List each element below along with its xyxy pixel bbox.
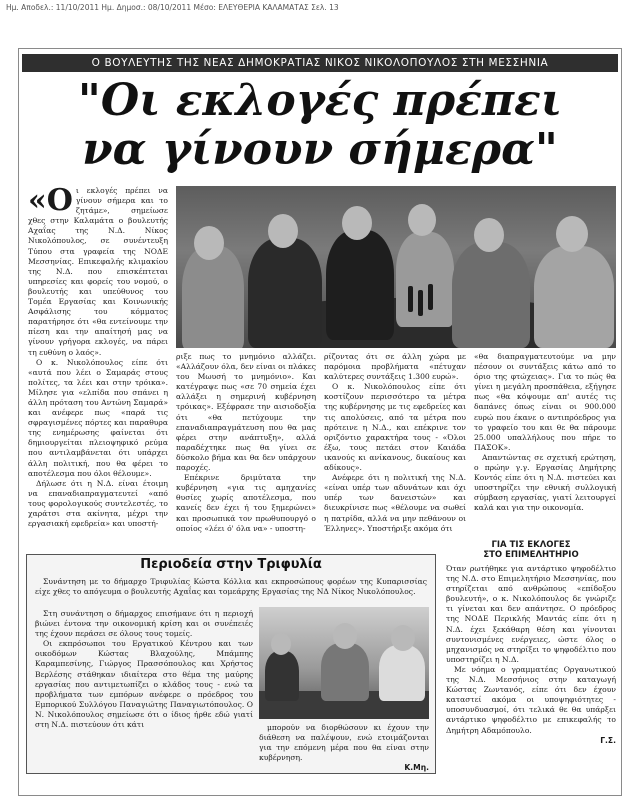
meeting-photo xyxy=(259,607,429,719)
paragraph: ριξε πως το μνημόνιο αλλάζει. «Αλλάζουν όλα, δεν είναι οι πλάκες του Μωυσή το μνημόνιο». Και κατέγραψε πως «σε 70 σημεία έχει αλλάξει η σημερινή κυβέρνηση τρόικας». Εξέφρασε την αισιοδοξία ότι «θα πετύχουμε την επαναδιαπραγμάτευση που θα μας φέρει στην ανάπτυξη», αλλά παραδέχτηκε πως θα γίνει σε δύσκολο βήμα και θα δεν υπάρχουν παροχές. xyxy=(176,352,316,473)
article-column-2 xyxy=(176,352,316,534)
headline xyxy=(22,76,618,174)
paragraph: Στη συνάντηση ο δήμαρχος επισήμανε ότι η περιοχή βιώνει έντονα την οικονομική κρίση και οι συνέπειές της έχουν περάσει σε όλους τους τομείς. xyxy=(35,609,253,639)
box-text-left xyxy=(35,609,253,730)
photo-person-head xyxy=(342,206,372,240)
headline-line-1: "Οι εκλογές πρέπει xyxy=(77,75,563,126)
paragraph: Ο κ. Νικολόπουλος είπε ότι «αυτά που λέει ο Σαμαράς στους πολίτες, τα λέει και στην τρόικα». Μίλησε για «ελπίδα που σπάνει η άλλη πρόταση του Αντώνη Σαμαρά» και ανέφερε πως «παρά τις σφραγισμένες πόρτες και παραθυρα της ενημέρωσης φαίνεται ότι δημιουργείται πλειοψηφικό ρεύμα που αντιλαμβάνεται ότι υπάρχει άλλη πολιτική, που θα φέρει το αποτέλεσμα που όλοι θέλουμε». xyxy=(28,357,168,478)
box-title: Περιοδεία στην Τριφυλία xyxy=(140,557,322,572)
photo-person xyxy=(248,238,322,348)
paragraph: Ο κ. Νικολόπουλος είπε ότι κοστίζουν περισσότερο τα μέτρα της κυβέρνησης με τις εφεδρείες και τις απολύσεις, από τα μέτρα που πρότεινε η Ν.Δ., και επέκρινε τον οριζόντιο χαρακτήρα τους - «Όλοι έξω, τους πετάει στον Καιάδα ικανούς κι ανίκανους, δικαίους και αδίκους». xyxy=(324,382,466,473)
photo-person xyxy=(182,246,244,348)
microphone-icon xyxy=(408,286,413,312)
paragraph: Με νόημα ο γραμματέας Οργανωτικού της Ν.Δ. Μεσσήνιος στην καταγωγή Κώστας Ζωντανός, είπε ότι δεν έχουν καταστεί ακόμα οι υποψηφιότητες - υποσυνδυασμοί, ότι τελικά θε θα υπάρξει αντάρτικο ψηφοδέλτιο με επικεφαλής το Δημήτρη Αδαμόπουλο. xyxy=(446,664,616,735)
microphone-icon xyxy=(418,290,423,316)
byline-signature: Κ.Μη. xyxy=(404,763,429,773)
photo-person xyxy=(379,645,425,701)
photo-person-head xyxy=(268,214,298,248)
kicker-banner: Ο ΒΟΥΛΕΥΤΗΣ ΤΗΣ ΝΕΑΣ ΔΗΜΟΚΡΑΤΙΑΣ ΝΙΚΟΣ ΝΙΚΟΛΟΠΟΥΛΟΣ ΣΤΗ ΜΕΣΣΗΝΙΑ xyxy=(22,54,618,72)
paragraph: Απαντώντας σε σχετική ερώτηση, ο πρώην γ.γ. Εργασίας Δημήτρης Κοντός είπε ότι η Ν.Δ. πιστεύει και υποστηρίζει την εθνική συλλογική σύμβαση εργασίας, γιατί λειτουργεί καλά και για την οικονομία. xyxy=(474,452,616,513)
article-column-5 xyxy=(446,564,616,746)
photo-person-head xyxy=(391,625,415,651)
paragraph: Οι εκπρόσωποι του Εργατικού Κέντρου και των οικοδόμων Κώστας Βλαχούλης, Μπάμπης Καραμπεσίνης, Γιώργος Πρασσόπουλος και Χρήστος Βερλέσης στάθηκαν ιδιαίτερα στο θέμα της μαύρης εργασίας που αντιμετωπίζει ο κλάδος τους - ενώ τα προβλήματα των εμπόρων ανέφερε ο πρόεδρος του Εμπορικού Συλλόγου Παναγιώτης Παναγιωτόπουλος. Ο Ν. Νικολόπουλος σημείωσε ότι ο ίδιος ήρθε εδώ γιατί στη Ν.Δ. πιστεύουν ότι κάτι xyxy=(35,639,253,730)
photo-person-head xyxy=(333,623,357,649)
paragraph: Συνάντηση με το δήμαρχο Τριφυλίας Κώστα Κόλλια και εκπροσώπους φορέων της Κυπαρισσίας είχε χθες το απόγευμα ο βουλευτής Αχαΐας και τομεάρχης Εργασίας της ΝΔ Νίκος Νικολόπουλος. xyxy=(35,577,427,597)
paragraph: ρίζοντας ότι σε άλλη χώρα με παρόμοια προβλήματα «πέτυχαν καλύτερες συντάξεις 1.300 ευρώ». xyxy=(324,352,466,382)
photo-person-head xyxy=(271,633,291,655)
paragraph: «Οι εκλογές πρέπει να γίνουν σήμερα και το ζητάμε», σημείωσε χθες στην Καλαμάτα ο βουλευτής Αχαΐας της Ν.Δ. Νίκος Νικολόπουλος, σε συνέντευξη Τύπου στα γραφεία της ΝΟΔΕ Μεσσηνίας. Επικεφαλής κλιμακίου της Ν.Δ. που επισκέπτεται υπηρεσίες και φορείς του νομού, ο βουλευτής και υπεύθυνος του Τομέα Εργασίας και Κοινωνικής Ασφάλισης του κόμματος παρατήρησε ότι «θα εντείνουμε την πίεση και την απαίτησή μας να γίνουν γρήγορα εκλογές, να πάρει τη ευθύνη ο λαός». xyxy=(28,183,168,357)
photo-person xyxy=(326,230,394,340)
clipping-meta: Ημ. Αποδελ.: 11/10/2011 Ημ. Δημοσ.: 08/10/2011 Μέσο: ΕΛΕΥΘΕΡΙΑ ΚΑΛΑΜΑΤΑΣ Σελ. 13 xyxy=(6,3,339,12)
headline-line-2: να γίνουν σήμερα" xyxy=(82,124,558,175)
box-text-top xyxy=(35,577,427,597)
photo-person-head xyxy=(408,204,436,236)
photo-person-head xyxy=(194,226,224,260)
photo-person xyxy=(534,246,614,348)
article-column-3 xyxy=(324,352,466,534)
subheading-line-2: ΣΤΟ ΕΠΙΜΕΛΗΤΗΡΙΟ xyxy=(483,550,579,560)
microphone-icon xyxy=(428,284,433,310)
paragraph: Επέκρινε δριμύτατα την κυβέρνηση «για τις αμηχανίες θυσίες χωρίς αποτέλεσμα, που κανείς δεν έχει ή του ξημερώνει» και προσωπικά τον πρωθυπουργό ο οποίος «λέει ό' όλα να» - υποστη- xyxy=(176,473,316,533)
photo-person-head xyxy=(556,216,588,252)
paragraph: Όταν ρωτήθηκε για αντάρτικο ψηφοδέλτιο της Ν.Δ. στο Επιμελητήριο Μεσσηνίας, που στηρίζεται από ανθρώπους «επίδοξου βουλευτή», ο κ. Νικολόπουλος δε γνώριζε τι γίνεται και δεν απάντησε. Ο πρόεδρος της ΝΟΔΕ Περικλής Μαντάς είπε ότι η Ν.Δ. έχει ξεκάθαρη θέση και γίνονται συντονισμένες ενέργειες, ώστε όλος ο μηχανισμός να στηρίξει το ψηφοδέλτιο που υποστηρίζει η Ν.Δ. xyxy=(446,564,616,664)
sidebar-box xyxy=(26,554,436,774)
paragraph: μπορούν να διορθώσουν κι έχουν την διάθεση να παλέψουν, ενώ ετοιμάζονται για την επόμενη μέρα που θα είναι στην κυβέρνηση. xyxy=(259,723,429,763)
dropcap: «Ο xyxy=(28,183,73,218)
box-text-bottom xyxy=(259,723,429,773)
subheading xyxy=(446,540,616,560)
subheading-line-1: ΓΙΑ ΤΙΣ ΕΚΛΟΓΕΣ xyxy=(491,540,571,550)
paragraph: Ανέφερε ότι η πολιτική της Ν.Δ. «είναι υπέρ των αδυνάτων και όχι υπέρ των δανειστών» και διευκρίνισε πως «θέλουμε να σωθεί η πατρίδα, αλλά να μην πεθάνουν οι Έλληνες». Υποστήριξε ακόμα ότι xyxy=(324,473,466,533)
photo-person xyxy=(265,651,299,701)
byline-signature: Γ.Σ. xyxy=(600,735,616,745)
photo-person xyxy=(396,232,454,327)
photo-person xyxy=(321,643,369,701)
photo-person xyxy=(452,242,530,348)
article-column-4 xyxy=(474,352,616,514)
article-column-1 xyxy=(28,183,168,529)
paragraph: Δήλωσε ότι η Ν.Δ. είναι έτοιμη να επαναδιαπραγματευτεί «από τους φορολογικούς συντελεστές, το χαράτσι στα ακίνητα, μέχρι την εργασιακή εφεδρεία» και υποστή- xyxy=(28,478,168,529)
photo-person-head xyxy=(474,218,504,252)
paragraph: «θα διαπραγματευτούμε να μην πέσουν οι συντάξεις κάτω από το όριο της φτώχειας». Για το πώς θα γίνει η μεγάλη προσπάθεια, εξήγησε πως «θα κόψουμε απ' αυτές τις δαπάνες όπως είναι οι 900.000 ευρώ που έκανε ο αντιπρόεδρος για το γραφείο του και θε θα πάρουμε 25.000 υπαλλήλους που πήρε το ΠΑΣΟΚ». xyxy=(474,352,616,452)
press-conference-photo xyxy=(176,186,616,348)
